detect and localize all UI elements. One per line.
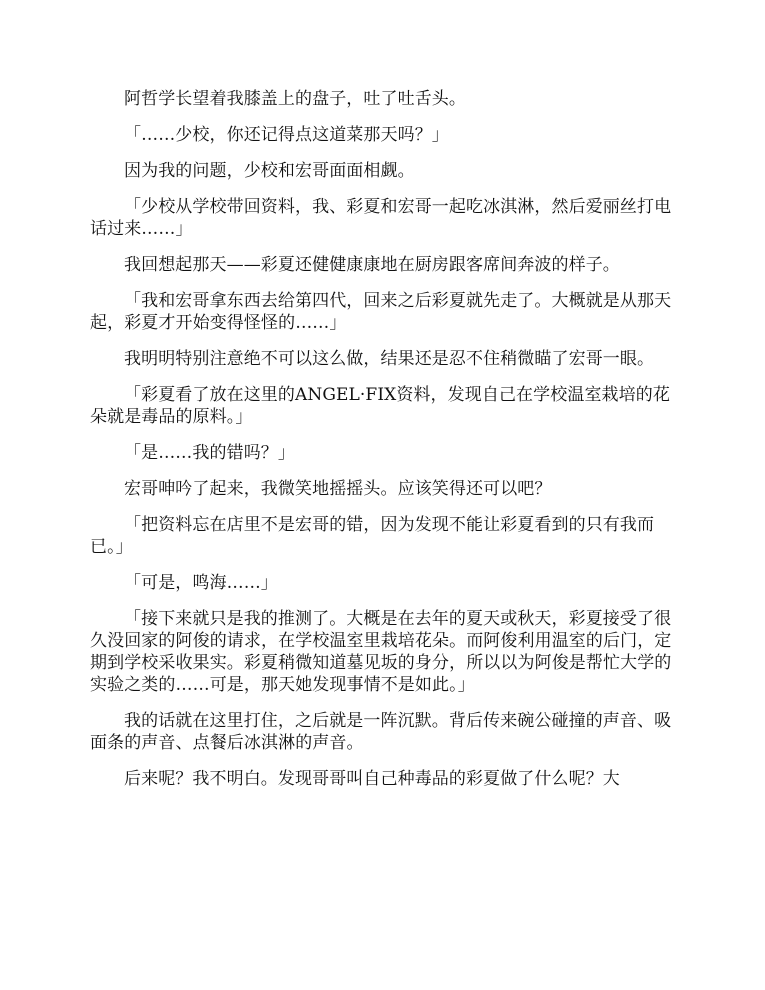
paragraph: 因为我的问题，少校和宏哥面面相觑。 [124,161,415,181]
paragraph: 「……少校，你还记得点这道菜那天吗？」 [124,125,449,145]
paragraph: 「我和宏哥拿东西去给第四代，回来之后彩夏就先走了。大概就是从那天起，彩夏才开始变得怪怪的……」 [90,291,672,333]
paragraph: 「把资料忘在店里不是宏哥的错，因为发现不能让彩夏看到的只有我而已。」 [90,515,655,557]
paragraph: 「彩夏看了放在这里的ANGEL·FIX资料，发现自己在学校温室栽培的花朵就是毒品的原料。」 [90,385,670,427]
paragraph: 「接下来就只是我的推测了。大概是在去年的夏天或秋天，彩夏接受了很久没回家的阿俊的请求，在学校温室里栽培花朵。而阿俊利用温室的后门，定期到学校采收果实。彩夏稍微知道墓见坂的身分，所以以为阿俊是帮忙大学的实验之类的……可是，那天她发现事情不是如此。」 [90,609,672,695]
paragraph: 「少校从学校带回资料，我、彩夏和宏哥一起吃冰淇淋，然后爱丽丝打电话过来……」 [90,197,672,239]
paragraph: 「是……我的错吗？」 [124,443,295,463]
paragraph: 后来呢？我不明白。发现哥哥叫自己种毒品的彩夏做了什么呢？大 [124,769,620,789]
paragraph: 我回想起那天——彩夏还健健康康地在厨房跟客席间奔波的样子。 [124,255,620,275]
paragraph: 阿哲学长望着我膝盖上的盘子，吐了吐舌头。 [124,89,466,109]
paragraph: 我的话就在这里打住，之后就是一阵沉默。背后传来碗公碰撞的声音、吸面条的声音、点餐后冰淇淋的声音。 [90,711,672,753]
paragraph: 我明明特别注意绝不可以这么做，结果还是忍不住稍微瞄了宏哥一眼。 [124,349,655,369]
page-text [90,88,676,790]
paragraph: 「可是，鸣海……」 [124,573,278,593]
paragraph: 宏哥呻吟了起来，我微笑地摇摇头。应该笑得还可以吧？ [124,479,552,499]
